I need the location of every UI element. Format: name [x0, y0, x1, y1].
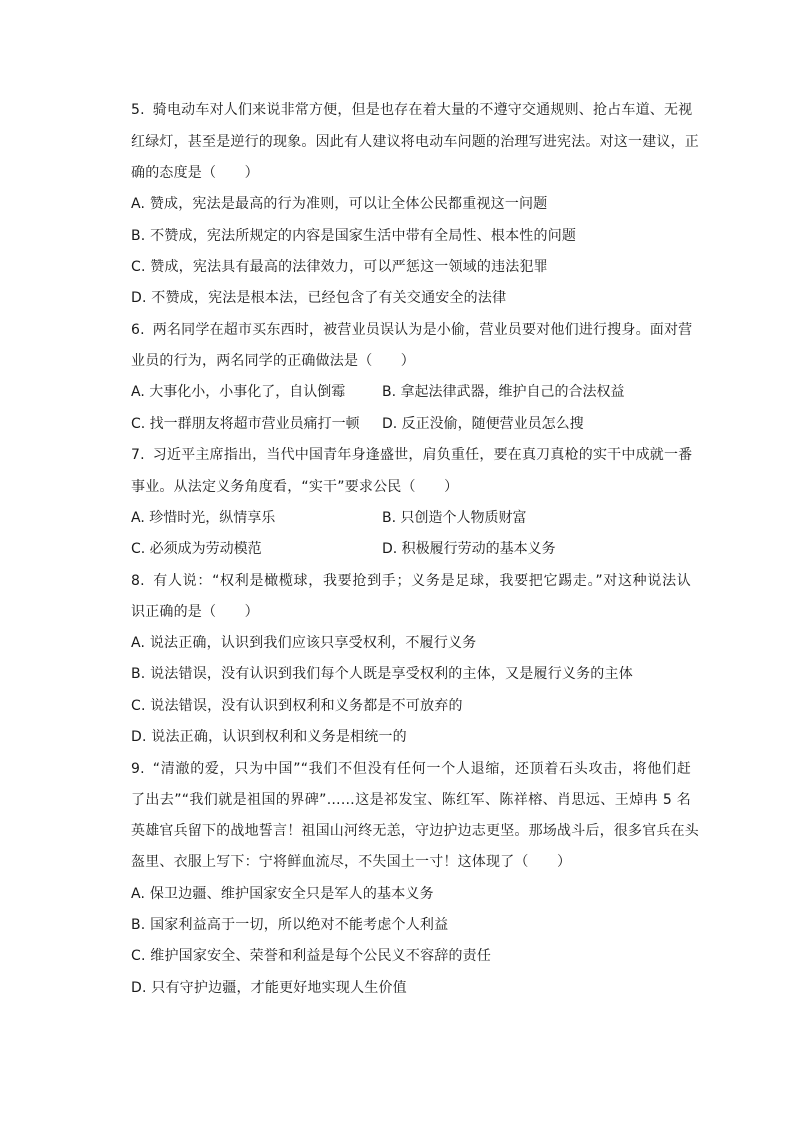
- question-stem-line: 盔里、衣服上写下：宁将鲜血流尽，不失国土一寸！这体现了（ ）: [131, 854, 572, 870]
- question-stem-line: 识正确的是（ ）: [131, 604, 259, 620]
- option-a: A. 赞成，宪法是最高的行为准则，可以让全体公民都重视这一问题: [131, 196, 548, 212]
- question-stem-line: 红绿灯，甚至是逆行的现象。因此有人建议将电动车问题的治理写进宪法。对这一建议，正: [131, 134, 699, 150]
- option-c: C. 必须成为劳动模范: [131, 541, 262, 557]
- question-stem-line: 英雄官兵留下的战地誓言！祖国山河终无恙，守边护边志更坚。那场战斗后，很多官兵在头: [131, 823, 699, 839]
- question-stem-line: 了出去”“我们就是祖国的界碑”……这是祁发宝、陈红军、陈祥榕、肖思远、王焯冉 5 名: [131, 792, 691, 808]
- option-c: C. 赞成，宪法具有最高的法律效力，可以严惩这一领域的违法犯罪: [131, 259, 548, 275]
- question-stem-line: 确的态度是（ ）: [131, 165, 259, 181]
- option-a: A. 保卫边疆、维护国家安全只是军人的基本义务: [131, 886, 434, 902]
- option-b: B. 说法错误，没有认识到我们每个人既是享受权利的主体，又是履行义务的主体: [131, 666, 633, 682]
- option-c: C. 维护国家安全、荣誉和利益是每个公民义不容辞的责任: [131, 948, 492, 964]
- option-b: B. 国家利益高于一切，所以绝对不能考虑个人利益: [131, 917, 449, 933]
- question-stem-line: 5. 骑电动车对人们来说非常方便，但是也存在着大量的不遵守交通规则、抢占车道、无视: [131, 102, 693, 118]
- question-stem-line: 业员的行为，两名同学的正确做法是（ ）: [131, 353, 415, 369]
- option-c: C. 说法错误，没有认识到权利和义务都是不可放弃的: [131, 698, 463, 714]
- option-c: C. 找一群朋友将超市营业员痛打一顿: [131, 416, 360, 432]
- option-a: A. 说法正确，认识到我们应该只享受权利，不履行义务: [131, 635, 477, 651]
- option-a: A. 珍惜时光，纵情享乐: [131, 510, 276, 526]
- option-d: D. 积极履行劳动的基本义务: [382, 541, 556, 557]
- option-d: D. 不赞成，宪法是根本法，已经包含了有关交通安全的法律: [131, 290, 507, 306]
- question-stem-line: 7. 习近平主席指出，当代中国青年身逢盛世，肩负重任，要在真刀真枪的实干中成就一番: [131, 447, 693, 463]
- question-number: 6.: [131, 322, 145, 338]
- option-b: B. 不赞成，宪法所规定的内容是国家生活中带有全局性、根本性的问题: [131, 228, 577, 244]
- question-stem-line: 9. “清澈的爱，只为中国”“我们不但没有任何一个人退缩，还顶着石头攻击，将他们赶: [131, 761, 691, 777]
- option-a: A. 大事化小，小事化了，自认倒霉: [131, 384, 346, 400]
- option-d: D. 说法正确，认识到权利和义务是相统一的: [131, 729, 407, 745]
- question-stem-line: 事业。从法定义务角度看，“实干”要求公民（ ）: [131, 479, 459, 495]
- option-d: D. 反正没偷，随便营业员怎么搜: [382, 416, 584, 432]
- question-stem-line: 6. 两名同学在超市买东西时，被营业员误认为是小偷，营业员要对他们进行搜身。面对营: [131, 322, 693, 338]
- option-b: B. 只创造个人物质财富: [382, 510, 527, 526]
- question-number: 9.: [131, 761, 145, 777]
- question-stem-line: 8. 有人说：“权利是橄榄球，我要抢到手；义务是足球，我要把它踢走。”对这种说法认: [131, 573, 691, 589]
- question-number: 8.: [131, 573, 145, 589]
- option-d: D. 只有守护边疆，才能更好地实现人生价值: [131, 980, 407, 996]
- option-b: B. 拿起法律武器，维护自己的合法权益: [382, 384, 625, 400]
- question-number: 7.: [131, 447, 145, 463]
- question-number: 5.: [131, 102, 145, 118]
